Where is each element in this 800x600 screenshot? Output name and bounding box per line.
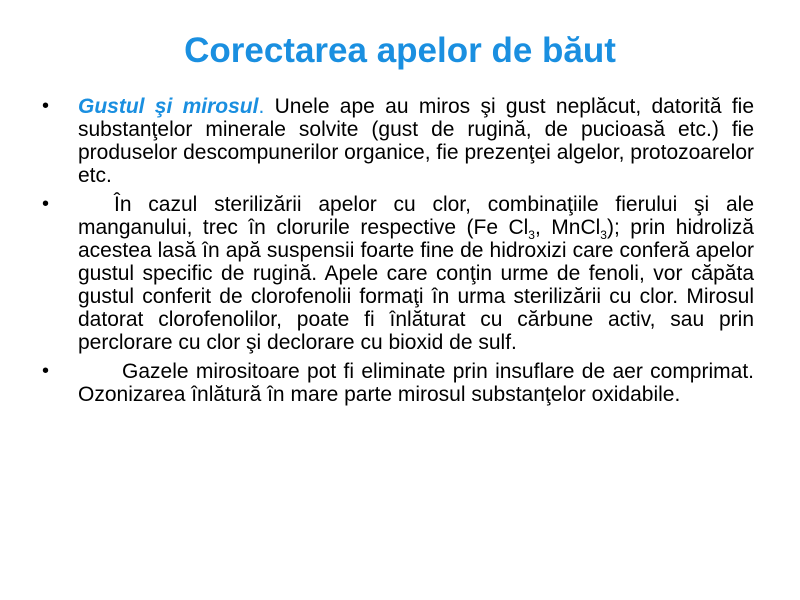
bullet-dot-icon: • xyxy=(42,95,50,117)
bullet-text: Gazele mirositoare pot fi eliminate prin insuflare de aer comprimat. Ozonizarea înlătură în mare parte mirosul substanţelor oxidabile. xyxy=(78,360,754,406)
bullet-lead: Gustul şi mirosul xyxy=(78,95,259,118)
bullet-text: Unele ape au miros şi gust neplăcut, datorită fie substanţelor minerale solvite (gust de rugină, de pucioasă etc.) fie produselor descompunerilor organice, fie prezenţei algelor, protozoarelor etc. xyxy=(78,95,755,187)
bullet-item-chlorination xyxy=(40,193,754,354)
slide-title: Corectarea apelor de băut xyxy=(184,31,616,70)
bullet-text-part1: În cazul sterilizării apelor cu clor, combinaţiile fierului şi ale manganului, trec în clorurile respective (Fe Cl xyxy=(78,193,754,239)
subscript-mncl3: 3 xyxy=(600,228,607,243)
bullet-item-gases xyxy=(40,360,754,406)
bullet-lead-punct: . xyxy=(258,95,265,118)
subscript-fecl3: 3 xyxy=(528,228,535,243)
bullet-item-taste-smell xyxy=(40,95,754,187)
bullet-list xyxy=(40,95,754,412)
bullet-text-part2: , MnCl xyxy=(534,216,601,239)
bullet-text-part3: ); prin hidroliză acestea lasă în apă suspensii foarte fine de hidroxizi care conferă apelor gustul specific de rugină. Apele care conţin urme de fenoli, vor căpăta gustul conferit de clorofenolii formaţi în urma sterilizării cu clor. Mirosul datorat clorofenolilor, poate fi înlăturat cu cărbune activ, sau prin perclorare cu clor şi declorare cu bioxid de sulf. xyxy=(78,216,754,354)
bullet-dot-icon: • xyxy=(42,193,50,215)
bullet-dot-icon: • xyxy=(42,360,50,382)
